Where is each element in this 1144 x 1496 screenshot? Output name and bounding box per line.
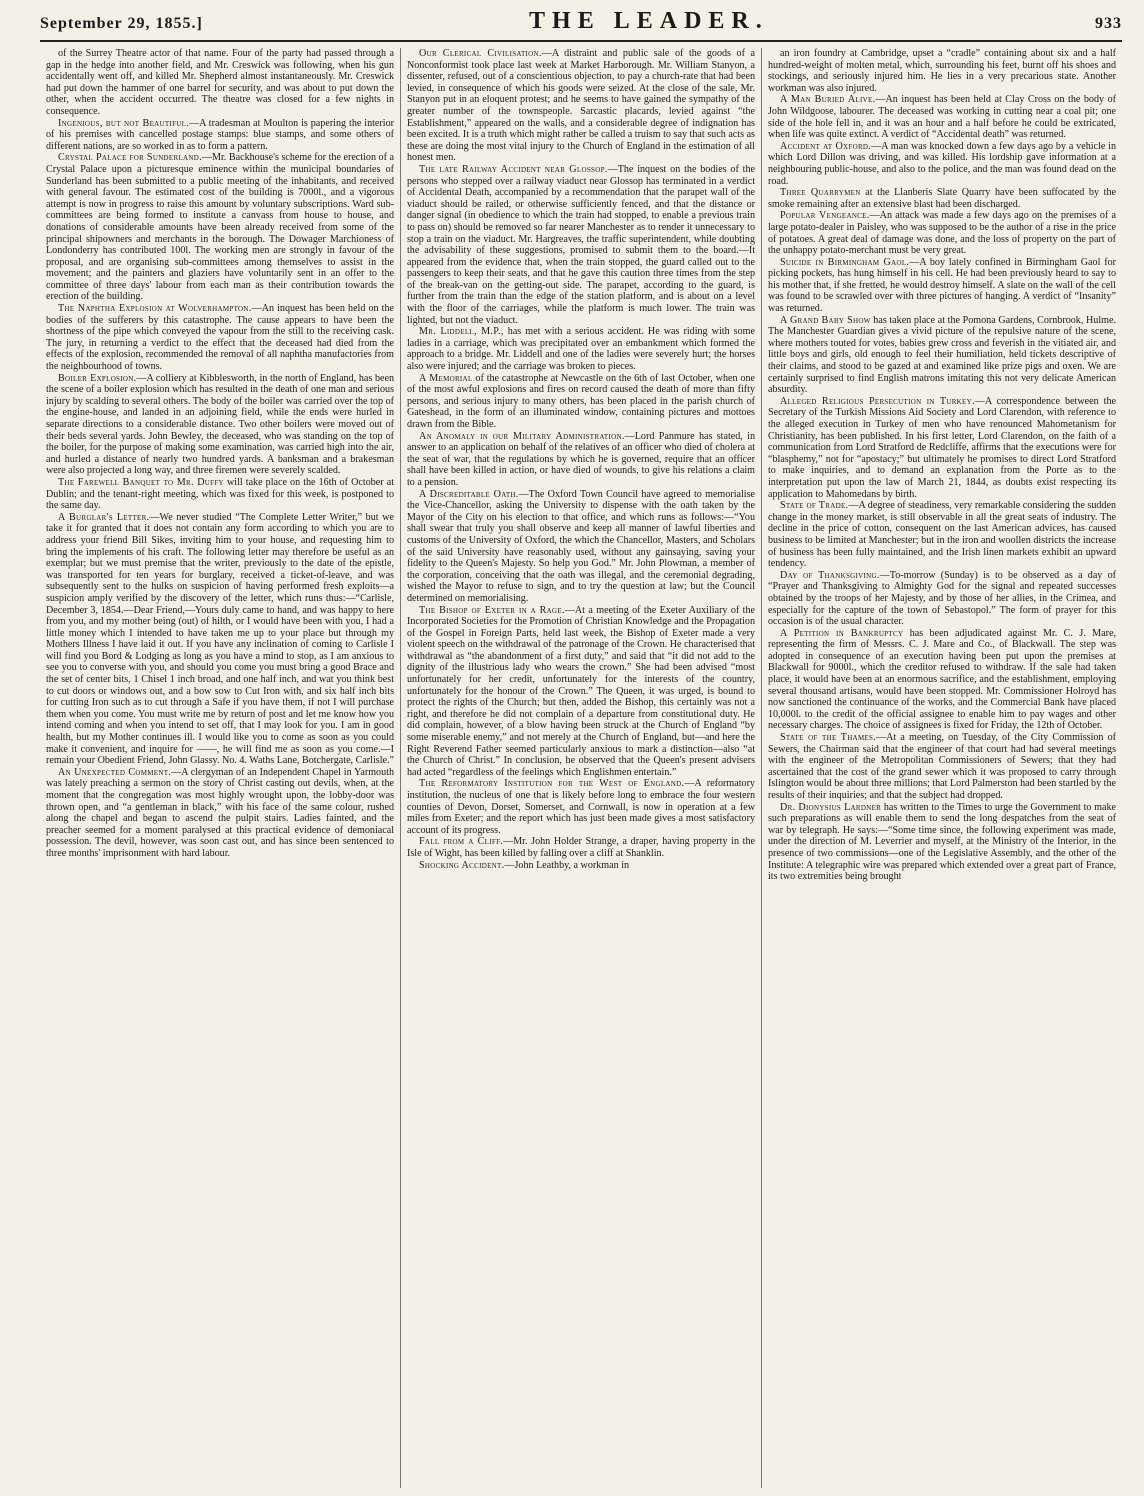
article-text: has taken place at the Pomona Gardens, Cornbrook, Hulme. The Manchester Guardian gives a vivid picture of the repulsive nature of the scene, where mothers touted for votes, babies grew cross and feverish in the vitiated air, and little boys and girls, old enough to feel their humiliation, held tickets descriptive of their claims, and stood to be gazed at and examined like prize pigs and oxen. We are certainly surprised to find English matrons imitating this not very delicate American absurdity. bbox=[768, 314, 1116, 396]
article-paragraph bbox=[407, 778, 755, 836]
article-heading: Accident at Oxford. bbox=[780, 140, 872, 152]
article-text: —A reformatory institution, the nucleus of one that is likely before long to embrace the four western counties of Devon, Dorset, Somerset, and Cornwall, is now in operation at a few miles from Exeter; and the report which has just been made gives a most satisfactory account of its progress. bbox=[407, 778, 755, 836]
article-text: —A man was knocked down a few days ago by a vehicle in which Lord Dillon was driving, and was killed. His lordship gave information at a neighbouring public-house, and also to the police, and the man was found dead on the road. bbox=[768, 140, 1117, 187]
article-heading: A Petition in Bankruptcy bbox=[780, 627, 904, 639]
article-heading: Shocking Accident. bbox=[419, 859, 505, 871]
article-paragraph bbox=[768, 210, 1116, 256]
article-paragraph bbox=[46, 512, 394, 767]
article-paragraph bbox=[768, 48, 1116, 94]
issue-date: September 29, 1855.] bbox=[40, 15, 203, 32]
article-text: of the catastrophe at Newcastle on the 6th of last October, when one of the most awful explosions and fires on record caused the death of more than fifty persons, and serious injury to many others, has been placed in the parish church of Gateshead, in the form of an illuminated window, containing pictures and mottoes drawn from the Bible. bbox=[407, 372, 755, 430]
article-text: has been adjudicated against Mr. C. J. Mare, representing the firm of Messrs. C. J. Mare and Co., of Blackwall. The step was adopted in consequence of an execution having been put upon the premises at Blackwall for 9000l., which the creditor refused to withdraw. If the sale had taken place, it would have been at an enormous sacrifice, and the establishment, employing several thousand artisans, would have been stopped. Mr. Commissioner Holroyd has now sanctioned the continuance of the works, and the Commercial Bank have placed 10,000l. to the credit of the official assignee to enable him to pay wages and other necessary charges. The choice of assignees is fixed for Friday, the 12th of October. bbox=[768, 627, 1116, 732]
column-2 bbox=[400, 48, 761, 1488]
article-heading: Crystal Palace for Sunderland. bbox=[58, 152, 202, 164]
article-heading: Dr. Dionysius Lardner bbox=[780, 801, 882, 813]
article-paragraph bbox=[768, 257, 1116, 315]
article-paragraph bbox=[46, 152, 394, 303]
article-heading: A Discreditable Oath. bbox=[419, 488, 519, 500]
article-text: an iron foundry at Cambridge, upset a “cradle” containing about six and a half hundred-weight of molten metal, which, surrounding his feet, burnt off his shoes and stockings, and seriously injured him. He lies in a very precarious state. Another workman was also injured. bbox=[768, 48, 1116, 94]
article-heading: An Unexpected Comment. bbox=[58, 766, 172, 778]
article-heading: An Anomaly in our Military Administration. bbox=[419, 430, 625, 442]
article-paragraph bbox=[46, 477, 394, 512]
article-text: —An inquest has been held on the bodies of the sufferers by this catastrophe. The cause appears to have been the shortness of the pipe which conveyed the vapour from the still to the receiving cask. The jury, in returning a verdict to the effect that the deceased had died from the effects of the explosion, recommended the removal of all naphtha manufactories from the neighbourhood of towns. bbox=[46, 303, 394, 373]
article-text: —To-morrow (Sunday) is to be observed as a day of “Prayer and Thanksgiving to Almighty God for the signal and repeated successes obtained by the troops of her Majesty, and by those of her allies, in the Crimea, and especially for the capture of the town of Sebastopol.” The form of prayer for this occasion is of the usual character. bbox=[768, 569, 1116, 628]
article-text: —A degree of steadiness, very remarkable considering the sudden change in the money market, is still observable in all the great seats of industry. The decline in the price of cotton, consequent on the last American advices, has caused business to be limited at Manchester; but in the iron and woollen districts the increase of business has been fully maintained, and the Irish linen markets exhibit an upward tendency. bbox=[768, 500, 1116, 570]
article-paragraph bbox=[46, 303, 394, 373]
article-heading: The Bishop of Exeter in a Rage. bbox=[419, 604, 565, 616]
article-text: will take place on the 16th of October at Dublin; and the tenant-right meeting, which was fixed for this week, is postponed to the same day. bbox=[46, 476, 394, 512]
article-heading: Mr. Liddell, M.P., bbox=[419, 326, 504, 338]
article-text: —John Leathby, a workman in bbox=[504, 859, 630, 871]
article-paragraph bbox=[407, 326, 755, 372]
article-paragraph bbox=[407, 836, 755, 859]
article-text: —An inquest has been held at Clay Cross on the body of John Wildgoose, labourer. The deceased was working in cutting near a coal pit; one side of the hole fell in, and it was an hour and a half before he could be extricated, when life was quite extinct. A verdict of “Accidental death” was returned. bbox=[768, 94, 1116, 141]
article-paragraph bbox=[768, 141, 1116, 187]
article-paragraph bbox=[768, 802, 1116, 883]
article-text: —A tradesman at Moulton is papering the interior of his premises with cancelled postage stamps: blue stamps, and some others of different nations, are so worked in as to form a pattern. bbox=[46, 117, 394, 152]
article-paragraph bbox=[46, 373, 394, 477]
article-heading: A Memorial bbox=[419, 372, 473, 384]
article-paragraph bbox=[768, 187, 1116, 210]
article-heading: Alleged Religious Persecution in Turkey. bbox=[780, 395, 975, 407]
article-heading: Ingenious, but not Beautiful. bbox=[58, 117, 190, 129]
article-heading: State of Trade. bbox=[780, 500, 849, 512]
article-heading: A Grand Baby Show bbox=[780, 314, 871, 326]
article-text: —A correspondence between the Secretary of the Turkish Missions Aid Society and Lord Clarendon, with reference to the alleged execution in Turkey of men who have renounced Mahometanism for Christianity, has been published. In his first letter, Lord Clarendon, on the faith of a communication from Lord Stratford de Redcliffe, affirms that the executions were for “blasphemy,” not for “apostacy;” but ultimately he promises to direct Lord Stratford to make inquiries, and to demand an explanation from the Porte as to the interpretation put upon the law of March 21, 1844, as doubts exist respecting its application to Mahomedans by birth. bbox=[768, 395, 1116, 500]
article-paragraph bbox=[407, 431, 755, 489]
article-paragraph bbox=[46, 767, 394, 860]
article-paragraph bbox=[768, 500, 1116, 570]
article-text: of the Surrey Theatre actor of that name. Four of the party had passed through a gap in the hedge into another field, and Mr. Creswick was following, when his gun accidentally went off, and killed Mr. Shepherd almost instantaneously. Mr. Creswick had put down the hammer of one barrel for security, and was about to put down the other, when the accident occurred. The theatre was closed for a few nights in consequence. bbox=[46, 48, 394, 117]
article-heading: Our Clerical Civilisation. bbox=[419, 48, 542, 59]
article-columns bbox=[40, 48, 1122, 1488]
article-text: has written to the Times to urge the Government to make such preparations as will enable them to send the long despatches from the seat of war by telegraph. He says:—“Some time since, the following experiment was made, under the direction of M. Leverrier and myself, at the Ministry of the Interior, in the presence of two commissions—one of the Legislative Assembly, and the other of the Institute: A telegraphic wire was prepared which extended over a great part of France, its two extremities being brought bbox=[768, 801, 1117, 883]
article-text: —The Oxford Town Council have agreed to memorialise the Vice-Chancellor, asking the University to dispense with the oath taken by the Mayor of the City on his election to that office, and which runs as follows:—“You shall swear that truly you shall observe and keep all manner of lawful liberties and customs of the University of Oxford, the which the Chancellor, Masters, and Scholars of the said University have reasonably used, without any gainsaying, saving your fidelity to the Queen's Majesty. So help you God.” Mr. John Plowman, a member of the corporation, conceiving that the oath was illegal, and the ceremonial degrading, wished the Mayor to refuse to sign, and to try the question at law; but the Council determined on memorialising. bbox=[407, 488, 755, 604]
publication-title: THE LEADER. bbox=[529, 8, 769, 34]
article-paragraph bbox=[407, 164, 755, 326]
article-paragraph bbox=[768, 570, 1116, 628]
article-text: —A distraint and public sale of the goods of a Nonconformist took place last week at Market Harborough. Mr. William Stanyon, a dissenter, refused, out of a conscientious objection, to pay a church-rate that had been levied, in consequence of which his goods were seized. At the close of the sale, Mr. Stanyon put in an eloquent protest; and he seems to have gained the sympathy of the greater number of the townspeople. Sarcastic placards, levied against “the Establishment,” appeared on the walls, and a considerable degree of indignation has been excited. It is a truth which might rather be called a truism to say that such acts as these are doing the most vital injury to the Church of England in the estimation of all honest men. bbox=[407, 48, 755, 164]
article-text: —Mr. John Holder Strange, a draper, having property in the Isle of Wight, has been killed by falling over a cliff at Shanklin. bbox=[407, 836, 755, 859]
article-paragraph bbox=[407, 605, 755, 779]
article-text: —The inquest on the bodies of the persons who stepped over a railway viaduct near Glossop has terminated in a verdict of Accidental Death, accompanied by a recommendation that the parapet wall of the viaduct should be railed, or otherwise sufficiently fenced, and that the distance or danger signal (in obedience to which the train had stopped, to enable a previous train to pass on) should be removed so far nearer Manchester as to render it unnecessary to stop a train on the viaduct. Mr. Hargreaves, the traffic superintendent, while doubting the advisability of these suggestions, promised to submit them to the board.—It appeared from the evidence that, when the train stopped, the guard called out to the passengers to keep their seats, and that he gave this caution three times from the step of the break-van on the getting-out side. The parapet, according to the guard, is further from the train than the edge of the station platform, and is about on a level with the floor of the carriages, while the platform is much lower. The train was lighted, but not the viaduct. bbox=[407, 163, 755, 326]
column-3 bbox=[761, 48, 1122, 1488]
article-text: —An attack was made a few days ago on the premises of a large potato-dealer in Paisley, who was supposed to be the author of a rise in the price of potatoes. A great deal of damage was done, and the loss of property on the part of the unhappy potato-merchant must be very great. bbox=[768, 210, 1116, 257]
article-heading: The Farewell Banquet to Mr. Duffy bbox=[58, 476, 224, 488]
article-heading: Day of Thanksgiving. bbox=[780, 569, 880, 581]
article-heading: A Burglar's Letter. bbox=[58, 511, 150, 523]
article-paragraph bbox=[407, 373, 755, 431]
article-heading: Three Quarrymen bbox=[780, 187, 861, 199]
article-heading: The late Railway Accident near Glossop. bbox=[419, 163, 608, 175]
article-paragraph bbox=[46, 48, 394, 118]
article-text: —We never studied “The Complete Letter Writer,” but we take it for granted that it does not contain any form according to which you are to address your friend Bill Sikes, inviting him to your house, and requesting him to bring the implements of his craft. The following letter may therefore be useful as an exemplar; but we must premise that the writer, previously to the date of the epistle, was transported for ten years for burglary, received a ticket-of-leave, and was subsequently sent to the hulks on suspicion of having performed fresh exploits—a suspicion amply verified by the discovery of the letter, which runs thus:—“Carlisle, December 3, 1854.—Dear Friend,—Yours duly came to hand, and was happy to here from you, and my mother being (out) of hilth, or I would have been with you, I had a little money which I intended to have taken me up to your place but through my Mothers Illness I have laid it out. If you have any inclination of coming to Carlisle I will find you Bord & Lodging as long as you have a mind to stop, as I am anxious to see you to converse with you, and should you come you must bring a good Brace and the set of center bits, 1 Chisel 1 inch broad, and one half inch, and wat you think best to cut doors or windows out, and a bow sow to Cut Iron with, and six half inch bits for cutting Iron such as to cut through a Safe if you have them, if not I will purchase them when you come. You must write me by return of post and let me know how you intend coming and when you intend to set off, that I may look for you. I am in good health, but my Mother continues ill. I would like you to come as soon as you could make it convenient, and inquire for ——, he will find me as soon as you come.—I remain your Obedient Friend, John Glassy. No. 4. Waths Lane, Botchergate, Carlisle.” bbox=[46, 511, 394, 767]
article-paragraph bbox=[768, 396, 1116, 500]
article-paragraph bbox=[768, 732, 1116, 802]
article-paragraph bbox=[768, 628, 1116, 732]
article-heading: Boiler Explosion. bbox=[58, 372, 137, 384]
column-1 bbox=[40, 48, 400, 1488]
article-text: —A boy lately confined in Birmingham Gaol for picking pockets, has hung himself in his cell. He had been previously heard to say to his mother that, if she fretted, he would destroy himself. A slate on the wall of the cell was found to be scrawled over with three pictures of hanging. A verdict of “Insanity” was returned. bbox=[768, 256, 1116, 315]
article-heading: State of the Thames. bbox=[780, 732, 877, 744]
article-heading: Suicide in Birmingham Gaol. bbox=[780, 256, 910, 268]
article-paragraph bbox=[46, 118, 394, 153]
article-paragraph bbox=[768, 315, 1116, 396]
article-text: at the Llanberis Slate Quarry have been suffocated by the smoke remaining after an extensive blast had been discharged. bbox=[768, 187, 1116, 210]
article-heading: Fall from a Cliff. bbox=[419, 836, 504, 848]
page-number: 933 bbox=[1095, 15, 1122, 32]
article-text: —At a meeting, on Tuesday, of the City Commission of Sewers, the Chairman said that the engineer of that court had had several meetings with the engineer of the Metropolitan Commissioners of Sewers; that they had ascertained that the cost of the grand sewer which it was proposed to carry through Islington would be about three millions; that Lord Palmerston had been startled by the results of their inquiries; and that the subject had dropped. bbox=[768, 732, 1116, 801]
article-text: —A colliery at Kibblesworth, in the north of England, has been the scene of a boiler explosion which has resulted in the death of one man and serious injury by scalding to several others. The body of the boiler was carried over the top of the engine-house, and landed in an adjoining field, while the ends were hurled in separate directions to a considerable distance. Two other boilers were moved out of their beds several yards. John Bewley, the deceased, who was standing on the top of the boiler, for the purpose of making some examination, was carried high into the air, and hurled a distance of nearly two hundred yards. A banksman and a brakesman were also projected a long way, and three firemen were severely scalded. bbox=[46, 372, 394, 477]
article-paragraph bbox=[407, 48, 755, 164]
article-text: —At a meeting of the Exeter Auxiliary of the Incorporated Societies for the Promotion of Christian Knowledge and the Propagation of the Gospel in Foreign Parts, held last week, the Bishop of Exeter made a very violent speech on the withdrawal of the patronage of the Crown. He characterised that withdrawal as “the abandonment of a first duty,” and said that “it did not add to the dignity of the illustrious lady who wears the crown.” She had been advised “most unfortunately for her credit, unfortunately for the interests of the country, unfortunately for the honour of the Crown.” The Queen, it was urged, is bound to protect the rights of the Church; but then, added the Bishop, this certainly was not a right, and therefore he did not complain of a departure from constitutional duty. He did complain, however, of a blow having been struck at the Church of England “by some miserable enemy,” and not merely at the Church of England, but—and here the Right Reverend Father seemed particularly anxious to mark a distinction—also “at the Church of Christ.” In conclusion, he observed that the Queen's present advisers had acted “regardless of the feelings which Englishmen entertain.” bbox=[407, 604, 755, 778]
article-heading: A Man Buried Alive. bbox=[780, 94, 876, 106]
article-text: —Mr. Backhouse's scheme for the erection of a Crystal Palace upon a picturesque eminence within the municipal boundaries of Sunderland has been submitted to a public meeting of the inhabitants, and received with general favour. The estimated cost of the building is 7000l., and a vigorous attempt is now in progress to raise this amount by voluntary subscriptions. Ward sub-committees are being formed to institute a canvass from house to house, and donations of considerable amounts have been already received from some of the principal shipowners and merchants in the borough. The Dowager Marchioness of Londonderry has contributed 100l. The working men are strongly in favour of the proposal, and are organising sub-committees among themselves to assist in the movement; and the painters and glaziers have voluntarily sent in an offer to the committee of three days' labour from each man as their contribution towards the erection of the building. bbox=[46, 152, 394, 303]
article-paragraph bbox=[407, 489, 755, 605]
article-text: —A clergyman of an Independent Chapel in Yarmouth was lately preaching a sermon on the story of Christ casting out devils, when, at the moment that the congregation was most highly wrought upon, the lobby-door was thrown open, and “a gentleman in black,” with his face of the same colour, rushed along the chapel and began to ascend the pulpit stairs. Ladies fainted, and the preacher seemed for a moment paralysed at this practical evidence of demoniacal possession. The devil, however, was soon cast out, and has since been sentenced to three months' imprisonment with hard labour. bbox=[46, 766, 394, 859]
article-text: has met with a serious accident. He was riding with some ladies in a carriage, which was precipitated over an embankment which formed the approach to a bridge. Mr. Liddell and one of the ladies were severely hurt; the horses also were injured; and the carriage was broken to pieces. bbox=[407, 326, 755, 373]
article-heading: Popular Vengeance. bbox=[780, 210, 870, 222]
article-paragraph bbox=[407, 860, 755, 872]
article-heading: The Reformatory Institution for the West of England. bbox=[419, 778, 685, 790]
article-heading: The Naphtha Explosion at Wolverhampton. bbox=[58, 303, 252, 315]
article-paragraph bbox=[768, 94, 1116, 140]
article-text: —Lord Panmure has stated, in answer to an application on behalf of the relatives of an officer who died of cholera at the seat of war, that the regulations by which he is governed, require that an officer shall have been killed in action, or have died of wounds, to give his relations a claim to a pension. bbox=[407, 430, 755, 488]
masthead bbox=[40, 8, 1122, 42]
